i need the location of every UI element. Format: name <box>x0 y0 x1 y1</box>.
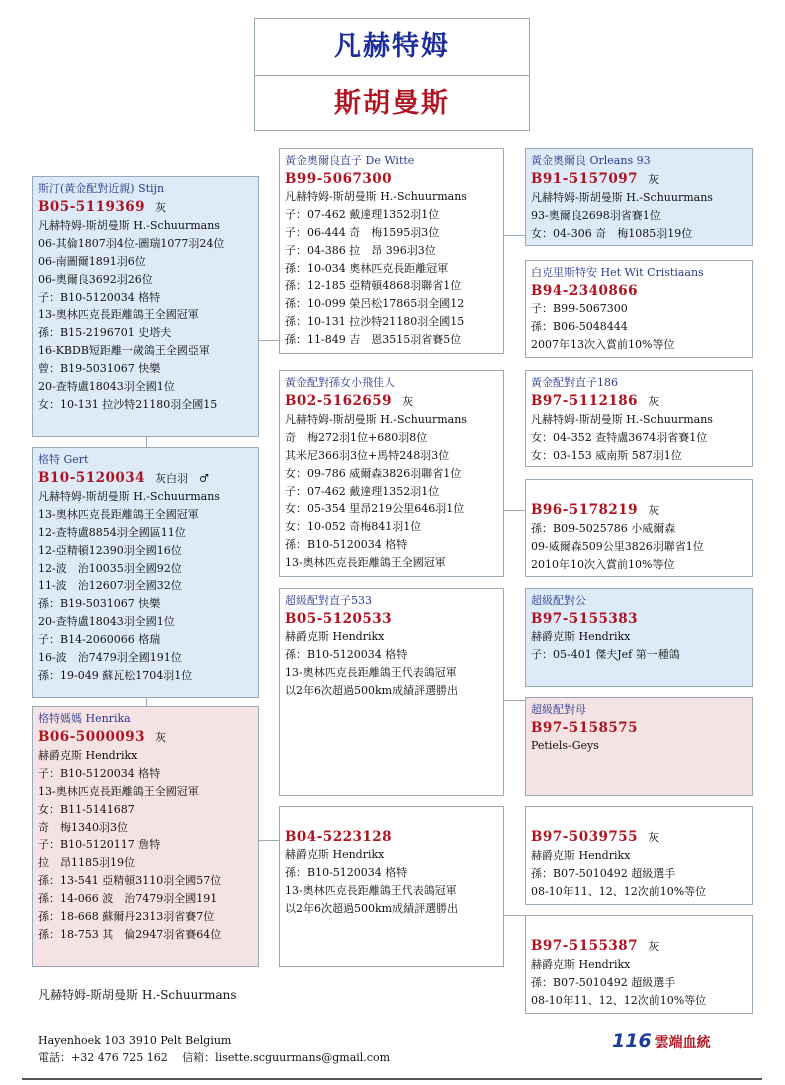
pedigree-line: 20-查特盧18043羽全國1位 <box>38 615 175 629</box>
ring-number: B99-5067300 <box>285 170 393 187</box>
pedigree-line: 孫：18-668 蘇爾丹2313羽省賽7位 <box>38 910 215 924</box>
card-heading: 黃金奧爾良直子 De Witte <box>285 154 415 167</box>
orleans-card <box>525 148 753 246</box>
superdad-card <box>525 588 753 687</box>
pedigree-line: 06-南圖爾1891羽6位 <box>38 254 146 268</box>
pedigree-line: 曾：B19-5031067 快樂 <box>38 362 161 376</box>
pedigree-line: 女：B11-5141687 <box>38 802 135 816</box>
b97a-card <box>525 806 753 905</box>
pedigree-line: 孫：B10-5120034 格特 <box>285 865 408 879</box>
ring-number: B02-5162659 灰 <box>285 392 414 409</box>
pedigree-line: 13-奧林匹克長距離鴿王代表鴿冠軍 <box>285 665 457 679</box>
super533-card <box>279 588 504 796</box>
pedigree-line: 16-KBDB短距離一歲鴿王全國亞軍 <box>38 344 210 358</box>
connector <box>504 700 525 701</box>
pedigree-line: 孫：10-034 奧林匹克長距離冠軍 <box>285 261 449 275</box>
pedigree-line: 赫爵克斯 Hendrikx <box>285 629 385 643</box>
pedigree-line: 赫爵克斯 Hendrikx <box>531 849 631 862</box>
logo-number: 116 <box>612 1030 652 1052</box>
pedigree-line: 拉 昂1185羽19位 <box>38 856 135 870</box>
pedigree-line: 09-威爾森509公里3826羽聯省1位 <box>531 539 704 553</box>
pedigree-line: 以2年6次超過500km成績評選勝出 <box>285 901 459 915</box>
ring-number: B97-5155387 灰 <box>531 938 660 954</box>
henrika-card <box>32 706 259 967</box>
spacer <box>531 810 747 828</box>
pedigree-line: 16-波 治7479羽全國191位 <box>38 651 182 665</box>
card-heading: 格特 Gert <box>38 453 89 466</box>
pedigree-line: 孫：10-099 榮呂松17865羽全國12 <box>285 297 465 311</box>
connector <box>504 915 525 916</box>
pedigree-line: 女：04-352 查特盧3674羽省賽1位 <box>531 430 708 444</box>
pedigree-line: 孫：B07-5010492 超級選手 <box>531 975 676 989</box>
breeder-name: 凡赫特姆-斯胡曼斯 H.-Schuurmans <box>38 988 237 1002</box>
ring-number: B05-5120533 <box>285 610 393 627</box>
pedigree-line: 06-其倫1807羽4位-圖瑞1077羽24位 <box>38 236 225 250</box>
connector <box>146 437 147 447</box>
connector <box>259 340 279 341</box>
address: Hayenhoek 103 3910 Pelt Belgium <box>38 1034 232 1047</box>
pedigree-line: 孫：19-049 蘇瓦松1704羽1位 <box>38 668 193 682</box>
pedigree-line: 孫：B10-5120034 格特 <box>285 538 408 552</box>
pedigree-line: 孫：10-131 拉沙特21180羽全國15 <box>285 315 465 329</box>
pedigree-line: 12-波 治10035羽全國92位 <box>38 561 182 575</box>
contact-info: 電話：+32 476 725 162 信箱：lisette.scguurmans@gmail.com <box>38 1051 390 1064</box>
logo-text: 雲端血統 <box>654 1035 711 1051</box>
pedigree-line: 女：09-786 威爾森3826羽聯省1位 <box>285 466 462 480</box>
pedigree-line: 子：07-462 戴達理1352羽1位 <box>285 207 440 221</box>
pedigree-line: 93-奧爾良2698羽省賽1位 <box>531 208 661 222</box>
pedigree-line: 孫：14-066 波 治7479羽全國191 <box>38 892 218 906</box>
pedigree-line: 12-亞精頓12390羽全國16位 <box>38 543 182 557</box>
pedigree-line: 女：05-354 里昂219公里646羽1位 <box>285 502 465 516</box>
pedigree-line: 孫：B07-5010492 超級選手 <box>531 866 676 880</box>
title-box <box>254 18 530 131</box>
ring-number: B97-5158575 <box>531 719 639 736</box>
pedigree-line: 子：07-462 戴達理1352羽1位 <box>285 484 440 498</box>
pedigree-line: 12-查特盧8854羽全國區11位 <box>38 525 186 539</box>
ring-number: B97-5112186 灰 <box>531 392 660 409</box>
card-heading: 黃金配對孫女小飛佳人 <box>285 376 395 389</box>
pedigree-line: 凡赫特姆-斯胡曼斯 H.-Schuurmans <box>285 412 467 426</box>
witcrist-card <box>525 260 753 358</box>
pedigree-line: Petiels-Geys <box>531 738 599 752</box>
pedigree-line: 子：04-386 拉 昂 396羽3位 <box>285 243 436 257</box>
connector <box>259 840 279 841</box>
pedigree-line: 子：B99-5067300 <box>531 301 628 315</box>
connector <box>504 510 525 511</box>
pedigree-line: 以2年6次超過500km成績評選勝出 <box>285 683 459 697</box>
pedigree-line: 13-奧林匹克長距離鴿王全國冠軍 <box>38 308 199 322</box>
ring-number: B91-5157097 灰 <box>531 170 660 187</box>
card-heading: 斯汀(黃金配對近親) Stijn <box>38 182 165 195</box>
pedigree-line: 11-波 治12607羽全國32位 <box>38 579 182 593</box>
pedigree-line: 孫：11-849 吉 恩3515羽省賽5位 <box>285 333 462 347</box>
ring-number: B96-5178219 灰 <box>531 502 660 518</box>
pedigree-line: 孫：13-541 亞精頓3110羽全國57位 <box>38 874 222 888</box>
pedigree-line: 孫：12-185 亞精頓4868羽聯省1位 <box>285 279 462 293</box>
spacer <box>531 919 747 937</box>
pedigree-line: 2010年10次入賞前10%等位 <box>531 557 675 571</box>
card-heading: 黃金配對直子186 <box>531 376 618 389</box>
pedigree-line: 孫：B06-5048444 <box>531 319 628 333</box>
pedigree-line: 奇 梅272羽1位+680羽8位 <box>285 430 428 444</box>
card-heading: 黃金奧爾良 Orleans 93 <box>531 154 651 167</box>
pedigree-line: 子：06-444 奇 梅1595羽3位 <box>285 225 440 239</box>
b96-card <box>525 479 753 577</box>
title-line-2: 斯胡曼斯 <box>334 88 450 119</box>
spacer <box>285 810 498 828</box>
pedigree-line: 赫爵克斯 Hendrikx <box>531 958 631 971</box>
pedigree-line: 孫：18-753 其 倫2947羽省賽64位 <box>38 927 222 941</box>
pedigree-line: 凡赫特姆-斯胡曼斯 H.-Schuurmans <box>531 190 713 204</box>
pedigree-line: 子：B10-5120034 格特 <box>38 766 161 780</box>
ring-number: B06-5000093 灰 <box>38 728 167 745</box>
gert-card <box>32 447 259 698</box>
pedigree-line: 其米尼366羽3位+馬特248羽3位 <box>285 448 450 462</box>
pedigree-line: 13-奧林匹克長距離鴿王全國冠軍 <box>38 784 199 798</box>
ring-number: B94-2340866 <box>531 282 639 299</box>
pedigree-line: 06-奧爾良3692羽26位 <box>38 272 153 286</box>
pedigree-line: 子：B14-2060066 格瑞 <box>38 633 161 647</box>
card-heading: 超級配對母 <box>531 703 586 716</box>
b97b-card <box>525 915 753 1014</box>
title-line-1: 凡赫特姆 <box>255 19 529 76</box>
pedigree-line: 08-10年11、12、12次前10%等位 <box>531 993 707 1007</box>
connector <box>146 698 147 706</box>
dewitte-card <box>279 148 504 354</box>
pedigree-line: 女：03-153 威南斯 587羽1位 <box>531 448 682 462</box>
supermom-card <box>525 697 753 796</box>
pedigree-line: 13-奧林匹克長距離鴿王代表鴿冠軍 <box>285 883 457 897</box>
pedigree-line: 孫：B09-5025786 小威爾森 <box>531 522 676 535</box>
pedigree-line: 08-10年11、12、12次前10%等位 <box>531 884 707 898</box>
ring-number: B97-5039755 灰 <box>531 829 660 845</box>
feijia-card <box>279 370 504 577</box>
pedigree-line: 凡赫特姆-斯胡曼斯 H.-Schuurmans <box>38 218 220 232</box>
pedigree-line: 20-查特盧18043羽全國1位 <box>38 380 175 394</box>
sire-card <box>32 176 259 437</box>
pedigree-line: 13-奧林匹克長距離鴿王全國冠軍 <box>38 507 199 521</box>
pedigree-line: 凡赫特姆-斯胡曼斯 H.-Schuurmans <box>531 412 713 426</box>
pedigree-line: 子：B10-5120117 詹特 <box>38 838 161 852</box>
ring-number: B97-5155383 <box>531 610 639 627</box>
gold186-card <box>525 370 753 467</box>
card-heading: 白克里斯特安 Het Wit Cristiaans <box>531 266 704 279</box>
pedigree-line: 奇 梅1340羽3位 <box>38 820 128 834</box>
breeder-contact <box>38 1032 390 1066</box>
bottom-divider <box>22 1078 762 1080</box>
pedigree-line: 凡赫特姆-斯胡曼斯 H.-Schuurmans <box>285 189 467 203</box>
pedigree-line: 凡赫特姆-斯胡曼斯 H.-Schuurmans <box>38 489 220 503</box>
pedigree-line: 赫爵克斯 Hendrikx <box>531 629 631 643</box>
pedigree-line: 赫爵克斯 Hendrikx <box>285 848 385 861</box>
pedigree-line: 赫爵克斯 Hendrikx <box>38 748 138 762</box>
pedigree-line: 孫：B19-5031067 快樂 <box>38 597 161 611</box>
card-heading: 超級配對直子533 <box>285 594 372 607</box>
pedigree-line: 子：05-401 傑夫Jef 第一種鴿 <box>531 647 680 661</box>
pedigree-line: 2007年13次入賞前10%等位 <box>531 337 675 351</box>
connector <box>504 235 525 236</box>
card-heading: 格特媽媽 Henrika <box>38 712 131 725</box>
ring-number: B04-5223128 <box>285 829 393 845</box>
pedigree-line: 孫：B15-2196701 史塔夫 <box>38 326 172 340</box>
pedigree-line: 孫：B10-5120034 格特 <box>285 647 408 661</box>
pedigree-line: 女：10-131 拉沙特21180羽全國15 <box>38 397 218 411</box>
ring-number: B10-5120034 灰白羽 ♂ <box>38 469 209 486</box>
b04-card <box>279 806 504 967</box>
pedigree-line: 女：10-052 奇梅841羽1位 <box>285 520 422 534</box>
pedigree-line: 子：B10-5120034 格特 <box>38 290 161 304</box>
pedigree-line: 13-奧林匹克長距離鴿王全國冠軍 <box>285 556 446 570</box>
brand-logo <box>612 1030 711 1052</box>
pedigree-line: 女：04-306 奇 梅1085羽19位 <box>531 226 693 240</box>
card-heading: 超級配對公 <box>531 594 586 607</box>
ring-number: B05-5119369 灰 <box>38 198 167 215</box>
spacer <box>531 483 747 501</box>
